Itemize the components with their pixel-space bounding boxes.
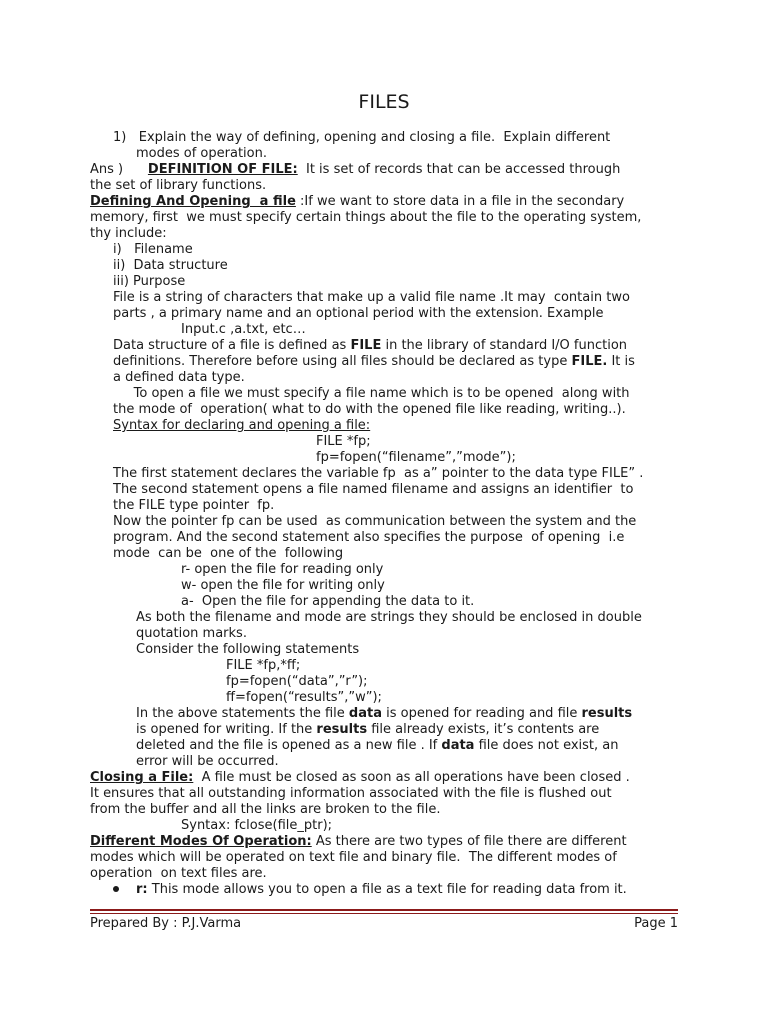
text-run: is opened for reading and file xyxy=(381,706,582,721)
question-line: modes of operation. xyxy=(136,146,267,161)
text-run: It is set of records that can be accessed through xyxy=(297,162,621,177)
bold-term: data xyxy=(348,706,382,721)
code-line: FILE *fp; xyxy=(316,434,371,449)
text-line: the mode of operation( what to do with the opened file like reading, writing..). xyxy=(113,402,626,417)
text-run: This mode allows you to open a file as a text file for reading data from it. xyxy=(147,882,627,897)
section-heading: DEFINITION OF FILE: xyxy=(147,162,298,177)
text-run: It is xyxy=(607,354,635,369)
syntax-heading: Syntax for declaring and opening a file: xyxy=(113,418,371,433)
text-line: a defined data type. xyxy=(113,370,245,385)
text-line: To open a file we must specify a file name which is to be opened along with xyxy=(113,386,630,401)
text-line: Consider the following statements xyxy=(136,642,360,657)
text-run: is opened for writing. If the xyxy=(136,722,317,737)
text-line: program. And the second statement also specifies the purpose of opening i.e xyxy=(113,530,625,545)
text-line: thy include: xyxy=(90,226,167,241)
text-line xyxy=(136,738,618,754)
page-title: FILES xyxy=(358,91,410,113)
text-line xyxy=(113,354,635,370)
answer-line xyxy=(90,162,620,178)
footer-divider xyxy=(90,913,678,914)
list-item: iii) Purpose xyxy=(113,274,186,289)
text-line: As both the filename and mode are strings they should be enclosed in double xyxy=(136,610,642,625)
mode-item: a- Open the file for appending the data to it. xyxy=(181,594,475,609)
text-line xyxy=(136,706,632,722)
mode-item: w- open the file for writing only xyxy=(181,578,385,593)
example-line: Input.c ,a.txt, etc… xyxy=(181,322,306,337)
list-item: ii) Data structure xyxy=(113,258,228,273)
text-run: file already exists, it’s contents are xyxy=(367,722,600,737)
text-run: Data structure of a file is defined as xyxy=(113,338,351,353)
bold-term: FILE. xyxy=(571,354,608,369)
footer-page-number: Page 1 xyxy=(634,916,678,931)
text-run: in the library of standard I/O function xyxy=(381,338,628,353)
text-run: definitions. Therefore before using all files should be declared as type xyxy=(113,354,572,369)
text-line: It ensures that all outstanding information associated with the file is flushed out xyxy=(90,786,612,801)
mode-item: r- open the file for reading only xyxy=(181,562,384,577)
list-item: i) Filename xyxy=(113,242,193,257)
text-line: the FILE type pointer fp. xyxy=(113,498,275,513)
text-line: File is a string of characters that make up a valid file name .It may contain two xyxy=(113,290,630,305)
bold-term: FILE xyxy=(350,338,382,353)
text-line: operation on text files are. xyxy=(90,866,267,881)
section-heading: Closing a File: xyxy=(90,770,194,785)
text-line xyxy=(90,194,624,210)
bold-term: results xyxy=(316,722,368,737)
bold-term: results xyxy=(581,706,633,721)
code-line: ff=fopen(“results”,”w”); xyxy=(226,690,382,705)
text-run: In the above statements the file xyxy=(136,706,349,721)
answer-prefix: Ans ) xyxy=(90,162,148,177)
bullet-icon xyxy=(113,886,119,892)
text-line xyxy=(90,770,630,786)
section-heading: Different Modes Of Operation: xyxy=(90,834,312,849)
bullet-item xyxy=(136,882,627,898)
text-line: from the buffer and all the links are broken to the file. xyxy=(90,802,441,817)
text-line xyxy=(113,338,627,354)
code-line: fp=fopen(“filename”,”mode”); xyxy=(316,450,516,465)
text-line: error will be occurred. xyxy=(136,754,279,769)
text-line xyxy=(90,834,627,850)
text-line: mode can be one of the following xyxy=(113,546,344,561)
text-run: file does not exist, an xyxy=(474,738,619,753)
section-heading: Defining And Opening a file xyxy=(90,194,296,209)
text-line: the set of library functions. xyxy=(90,178,267,193)
text-line: Now the pointer fp can be used as communication between the system and the xyxy=(113,514,637,529)
text-line: quotation marks. xyxy=(136,626,247,641)
text-line: The first statement declares the variable fp as a” pointer to the data type FILE” . xyxy=(113,466,644,481)
code-line: fp=fopen(“data”,”r”); xyxy=(226,674,368,689)
footer-author: Prepared By : P.J.Varma xyxy=(90,916,242,931)
text-line xyxy=(136,722,599,738)
question-line: 1) Explain the way of defining, opening and closing a file. Explain different xyxy=(113,130,611,145)
text-run: deleted and the file is opened as a new file . If xyxy=(136,738,442,753)
footer-divider xyxy=(90,909,678,911)
text-run: A file must be closed as soon as all operations have been closed . xyxy=(193,770,630,785)
text-line: parts , a primary name and an optional period with the extension. Example xyxy=(113,306,604,321)
bold-term: r: xyxy=(136,882,148,897)
text-line: memory, first we must specify certain things about the file to the operating system, xyxy=(90,210,642,225)
text-line: The second statement opens a file named filename and assigns an identifier to xyxy=(113,482,634,497)
code-line: FILE *fp,*ff; xyxy=(226,658,301,673)
text-line: modes which will be operated on text file and binary file. The different modes of xyxy=(90,850,617,865)
bold-term: data xyxy=(441,738,475,753)
code-line: Syntax: fclose(file_ptr); xyxy=(181,818,333,833)
text-run: :If we want to store data in a file in the secondary xyxy=(295,194,625,209)
text-run: As there are two types of file there are different xyxy=(311,834,627,849)
